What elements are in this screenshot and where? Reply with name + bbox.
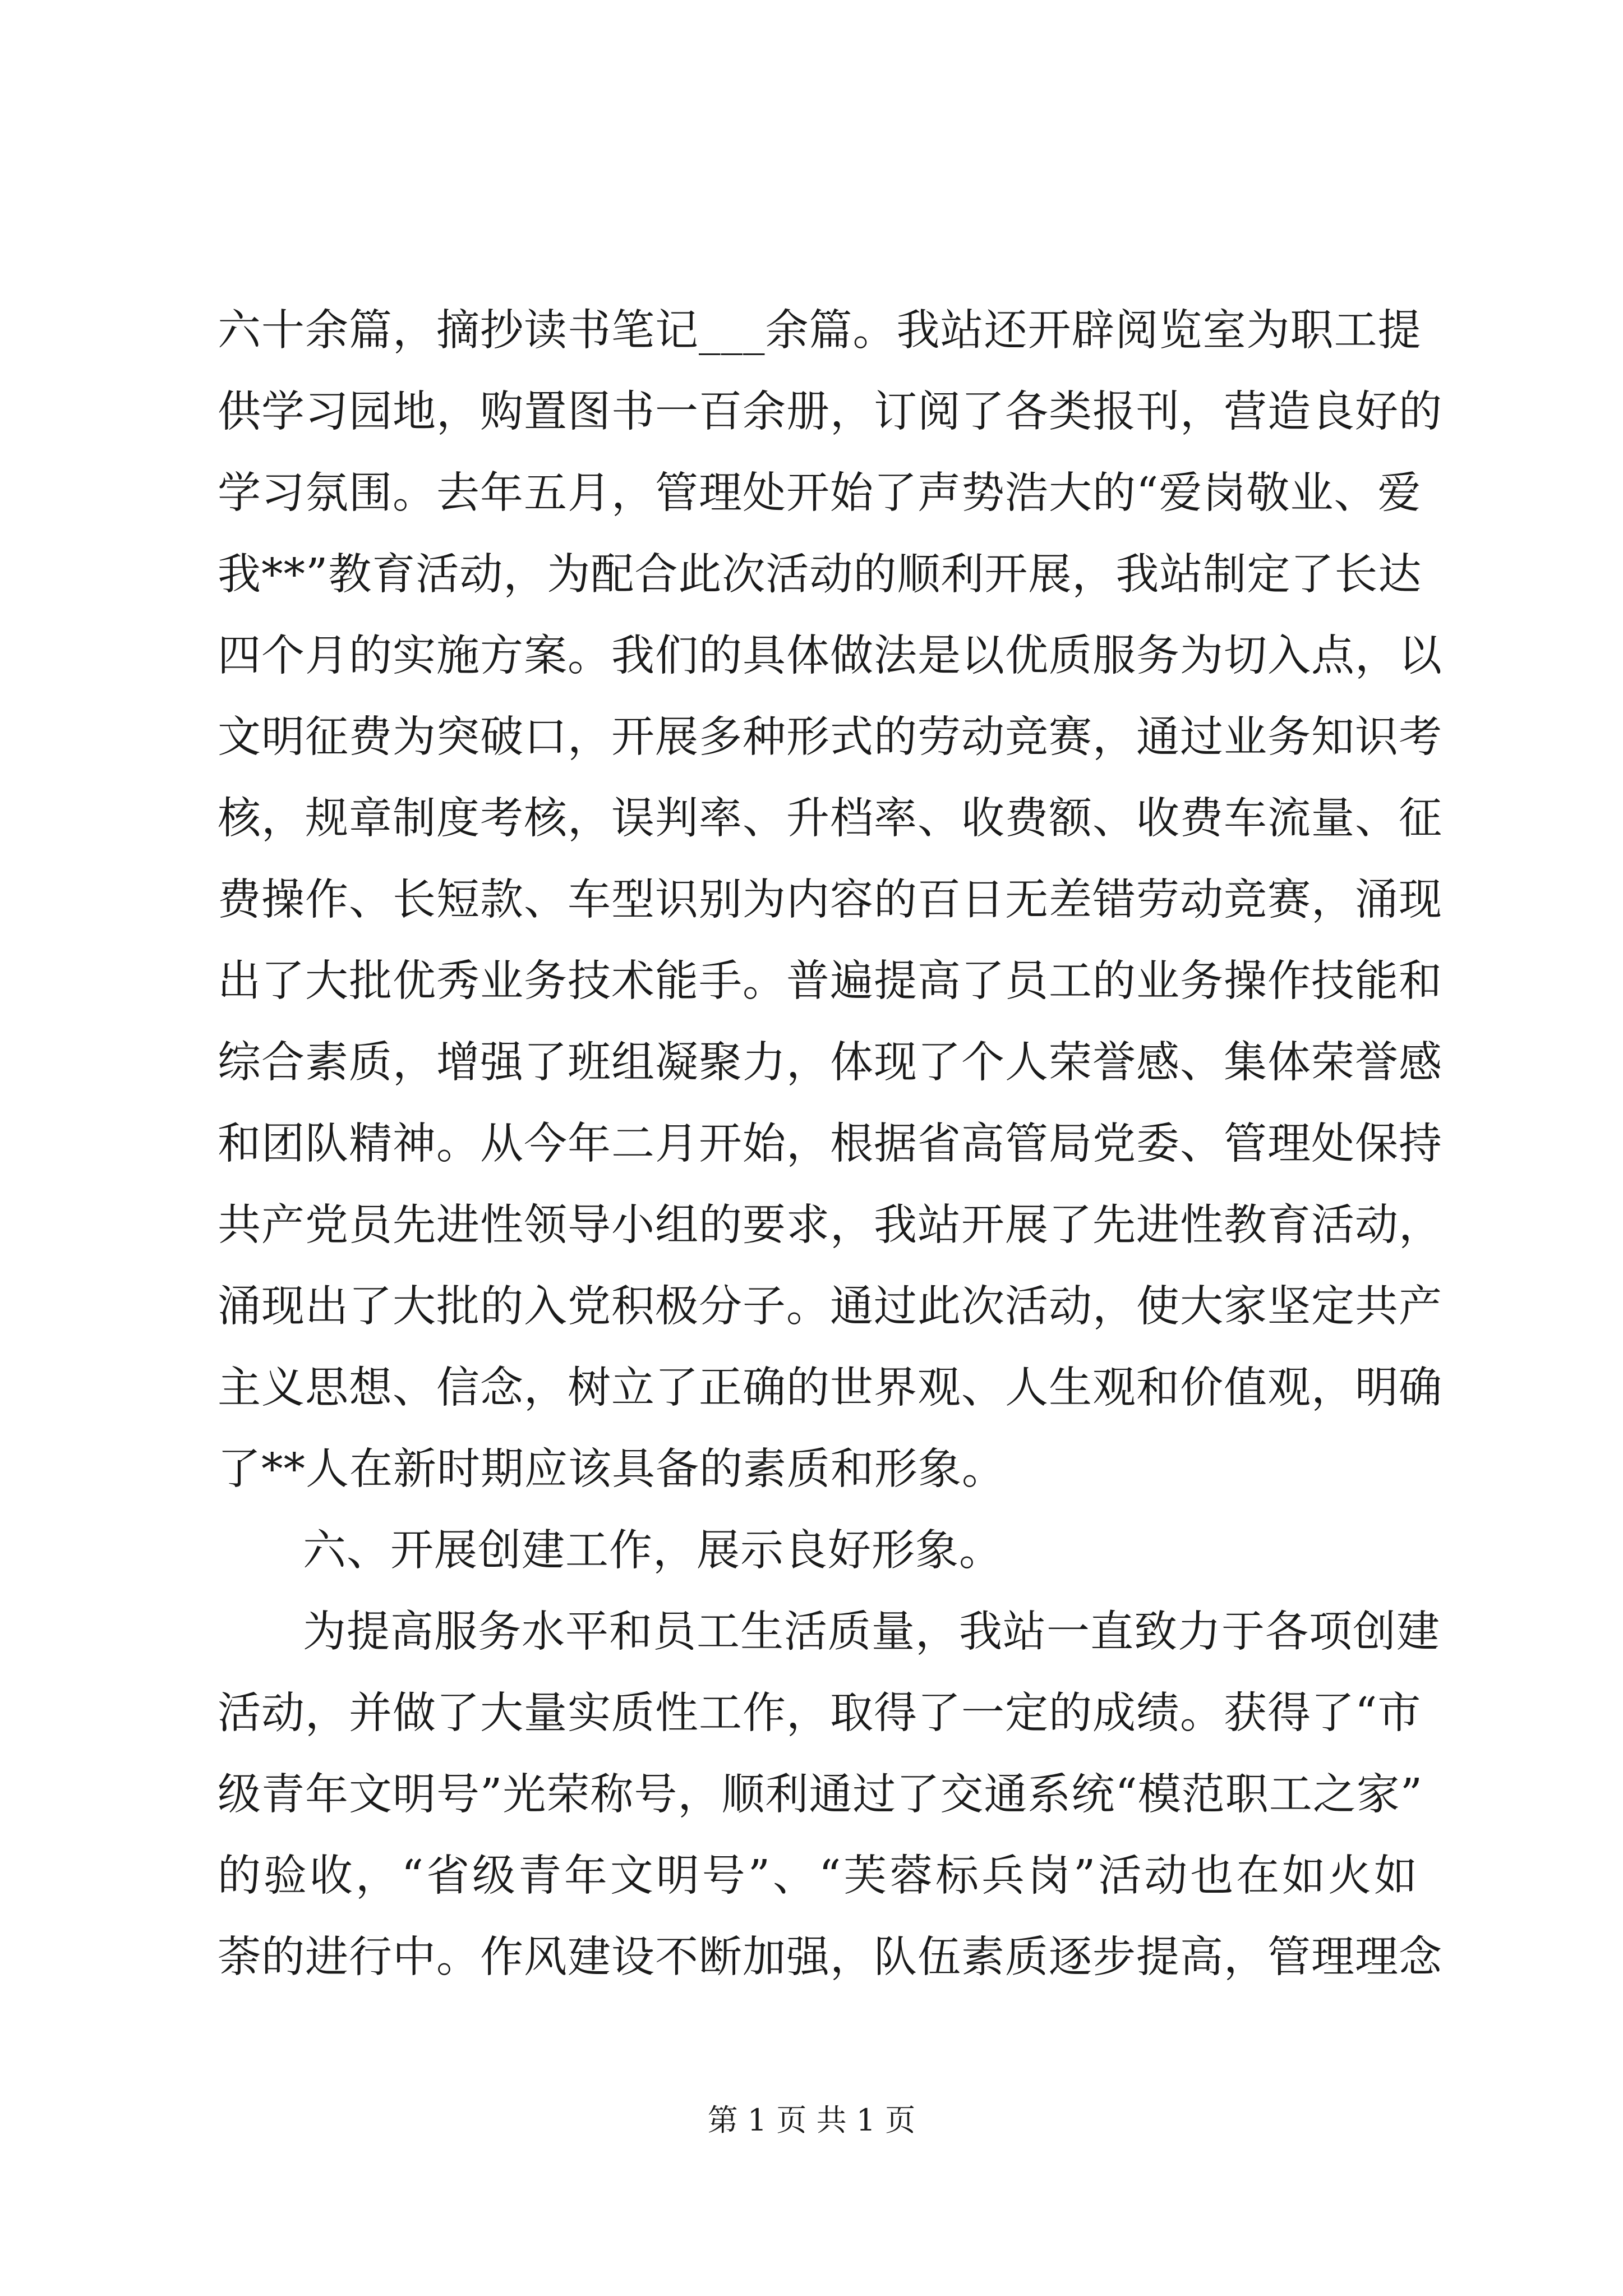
text-line: 荼的进行中。作风建设不断加强，队伍素质逐步提高，管理理念 [218, 1932, 1442, 1982]
text-line: 核，规章制度考核，误判率、升档率、收费额、收费车流量、征 [218, 794, 1442, 844]
text-line: 和团队精神。从今年二月开始，根据省高管局党委、管理处保持 [218, 1119, 1442, 1169]
page-footer: 第 1 页 共 1 页 [707, 2102, 916, 2138]
text-line: 供学习园地，购置图书一百余册，订阅了各类报刊，营造良好的 [218, 387, 1442, 437]
section-heading: 六、开展创建工作，展示良好形象。 [303, 1526, 1003, 1576]
text-line: 综合素质，增强了班组凝聚力，体现了个人荣誉感、集体荣誉感 [218, 1038, 1442, 1088]
text-line: 四个月的实施方案。我们的具体做法是以优质服务为切入点，以 [218, 631, 1442, 681]
text-line: 费操作、长短款、车型识别为内容的百日无差错劳动竞赛，涌现 [218, 875, 1442, 925]
text-line: 了**人在新时期应该具备的素质和形象。 [218, 1444, 1006, 1494]
text-line: 共产党员先进性领导小组的要求，我站开展了先进性教育活动， [218, 1200, 1442, 1250]
text-line: 的验收，“省级青年文明号”、“芙蓉标兵岗”活动也在如火如 [218, 1851, 1418, 1901]
text-line: 为提高服务水平和员工生活质量，我站一直致力于各项创建 [303, 1607, 1440, 1657]
text-line: 学习氛围。去年五月，管理处开始了声势浩大的“爱岗敬业、爱 [218, 468, 1422, 518]
text-line: 主义思想、信念，树立了正确的世界观、人生观和价值观，明确 [218, 1363, 1442, 1413]
text-line: 六十余篇，摘抄读书笔记___余篇。我站还开辟阅览室为职工提 [218, 306, 1422, 356]
text-line: 文明征费为突破口，开展多种形式的劳动竞赛，通过业务知识考 [218, 712, 1442, 762]
text-line: 涌现出了大批的入党积极分子。通过此次活动，使大家坚定共产 [218, 1282, 1442, 1332]
text-line: 出了大批优秀业务技术能手。普遍提高了员工的业务操作技能和 [218, 956, 1442, 1006]
text-line: 我**”教育活动，为配合此次活动的顺利开展，我站制定了长达 [218, 550, 1422, 600]
text-line: 活动，并做了大量实质性工作，取得了一定的成绩。获得了“市 [218, 1688, 1422, 1738]
text-line: 级青年文明号”光荣称号，顺利通过了交通系统“模范职工之家” [218, 1770, 1423, 1820]
